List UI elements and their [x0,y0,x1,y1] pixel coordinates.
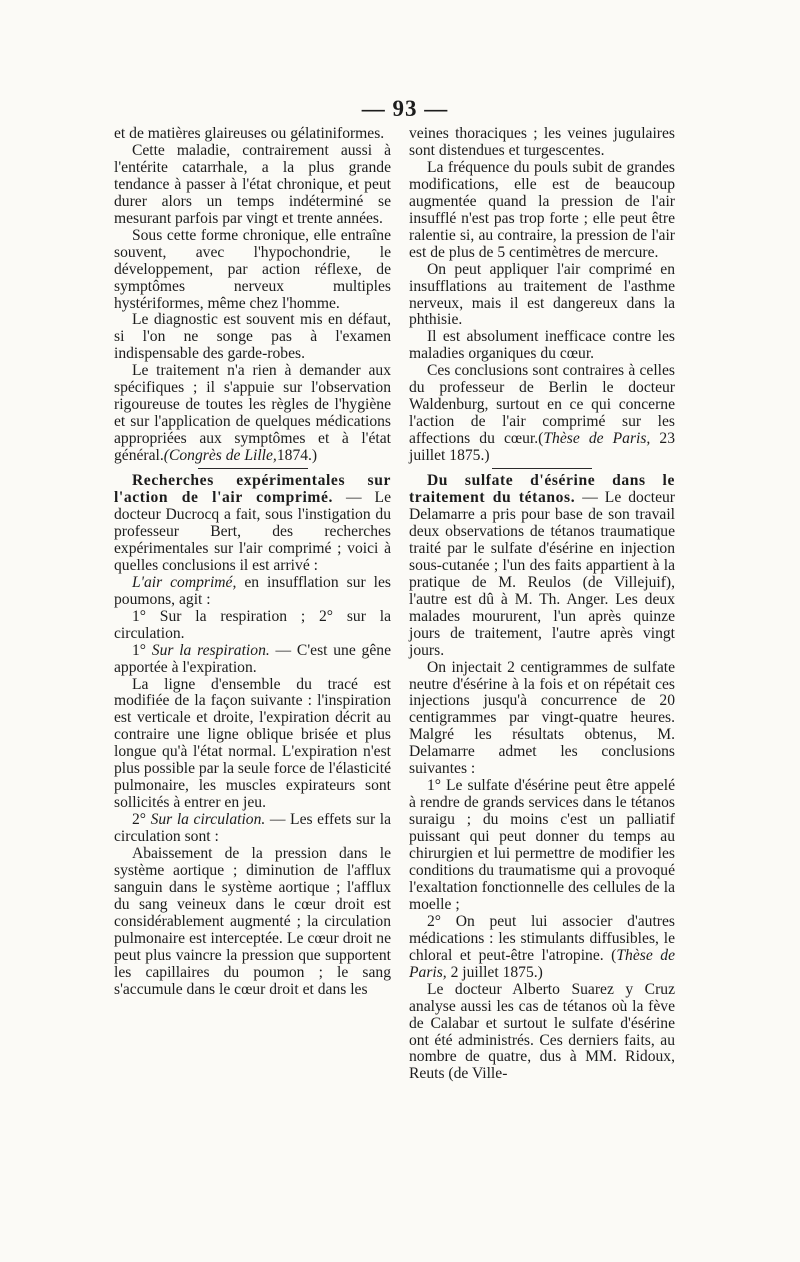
paragraph [409,914,675,982]
paragraph: Cette maladie, contrairement aussi à l'entérite catarrhale, a la plus grande tendance à passer à l'état chronique, et peut durer alors un temps indéterminé se mesurant parfois par vingt et trente années. [114,141,391,227]
paragraph-text: 2° On peut lui associer d'autres médications : les stimulants diffusibles, le chloral et peut-être l'atropine. [409,912,675,964]
paragraph-text: Le traitement n'a rien à demander aux spécifiques ; il s'appuie sur l'observation rigoureuse de toutes les règles de l'hygiène et sur l'application de quelques médications appropriées aux symptômes et à l'état général. [114,362,391,465]
section-divider [492,468,592,469]
citation: (Congrès de Lille, [163,447,277,465]
paragraph [114,363,391,465]
list-marker: 1° [131,641,152,659]
paragraph [114,575,391,609]
subheading: Sur la respiration. [151,641,270,659]
page-number: — 93 — [361,96,449,121]
paragraph: On injectait 2 centigrammes de sulfate neutre d'ésérine à la fois et on répétait ces injections jusqu'à concurrence de 20 centigrammes par vingt-quatre heures. Malgré les résultats obtenus, M. Delamarre admet les conclusions suivantes : [409,658,675,778]
paragraph: On peut appliquer l'air comprimé en insufflations au traitement de l'asthme nerveux, mais il est dangereux dans la phthisie. [409,260,675,329]
paragraph [409,363,675,465]
paragraph-text: — Le docteur Ducrocq a fait, sous l'instigation du professeur Bert, des recherches expérimentales sur l'air comprimé ; voici à quelles conclusions il est arrivé : [114,489,391,574]
paragraph-text: Ces conclusions sont contraires à celles du professeur de Berlin le docteur Waldenburg, surtout en ce qui concerne l'action de l'air comprimé sur les affections du cœur. [409,362,675,448]
paragraph [409,473,675,659]
paragraph: La ligne d'ensemble du tracé est modifiée de la façon suivante : l'inspiration est verticale et droite, l'expiration décrit au contraire une ligne oblique brisée et plus longue qu'à l'état normal. L'expiration n'est plus possible par la seule force de l'élasticité pulmonaire, les muscles expirateurs sont sollicités à entrer en jeu. [114,675,391,812]
left-column [114,126,391,999]
paragraph: Le docteur Alberto Suarez y Cruz analyse aussi les cas de tétanos où la fève de Calabar et surtout le sulfate d'ésérine ont été administrés. Ces derniers faits, au nombre de quatre, dus à MM. Ridoux, Reuts (de Ville- [409,980,675,1083]
citation-year: 1874.) [276,447,318,465]
paragraph: Le diagnostic est souvent mis en défaut, si l'on ne songe pas à l'examen indispensable des garde-robes. [114,311,391,363]
paragraph-text: — C'est une gêne apportée à l'expiration. [114,641,391,676]
paragraph: Il est absolument inefficace contre les maladies organiques du cœur. [409,328,675,363]
paragraph-text: — Le docteur Delamarre a pris pour base de son travail deux observations de tétanos traumatique traité par le sulfate d'ésérine en injection sous-cutanée ; l'un des faits appartient à la pratique de M. Reulos (de Villejuif), l'autre est dû à M. Th. Anger. Les deux malades moururent, l'un après quinze jours de traitement, l'autre après vingt jours. [409,489,676,659]
paragraph: Sous cette forme chronique, elle entraîne souvent, avec l'hypochondrie, le développement, par action réflexe, de symptômes nerveux multiples hystériformes, même chez l'homme. [114,226,391,312]
paragraph: Abaissement de la pression dans le système aortique ; diminution de l'afflux sanguin dans le système aortique ; l'afflux du sang veineux dans le cœur droit est considérablement augmenté ; la circulation pulmonaire est interceptée. Le cœur droit ne peut plus vaincre la pression que supportent les capillaires du poumon ; le sang s'accumule dans le cœur droit et dans les [114,845,391,998]
citation: Thèse de Paris, [409,946,675,981]
section-divider [198,468,308,469]
list-marker: 2° [131,811,151,829]
paragraph: 1° Le sulfate d'ésérine peut être appelé à rendre de grands services dans le tétanos suraigu ; du moins c'est un palliatif puissant qui peut donner du temps au chirurgien et lui permettre de modifier les conditions du traumatisme qui a provoqué l'exaltation fonctionnelle des cellules de la moelle ; [409,777,675,913]
paragraph [114,812,391,846]
citation-open: ( [603,946,617,964]
paragraph [114,473,391,575]
section-heading: Recherches expérimentales sur l'action de l'air comprimé. [114,472,391,507]
subheading: Sur la circulation. [150,811,266,829]
citation-date: 2 juillet 1875.) [446,963,543,981]
paragraph [114,643,391,677]
citation: Thèse de Paris, [543,430,651,448]
right-column [409,126,675,1083]
citation-date: 23 juillet 1875.) [409,430,676,465]
section-heading: Du sulfate d'ésérine dans le traitement du tétanos. [409,472,675,507]
paragraph: veines thoraciques ; les veines jugulaires sont distendues et turgescentes. [409,125,675,159]
paragraph: 1° Sur la respiration ; 2° sur la circulation. [114,607,391,642]
paragraph: La fréquence du pouls subit de grandes modifications, elle est de beaucoup augmentée quand la pression de l'air insufflé n'est pas trop forte ; elle peut être ralentie si, au contraire, la pression de l'air est de plus de 5 centimètres de mercure. [409,158,675,261]
paragraph: et de matières glaireuses ou gélatiniformes. [114,125,385,142]
citation-open: ( [538,430,544,448]
paragraph-text: — Les effets sur la circulation sont : [114,811,391,846]
paragraph-text: en insufflation sur les poumons, agit : [114,573,391,608]
italic-term: L'air comprimé, [131,573,237,591]
